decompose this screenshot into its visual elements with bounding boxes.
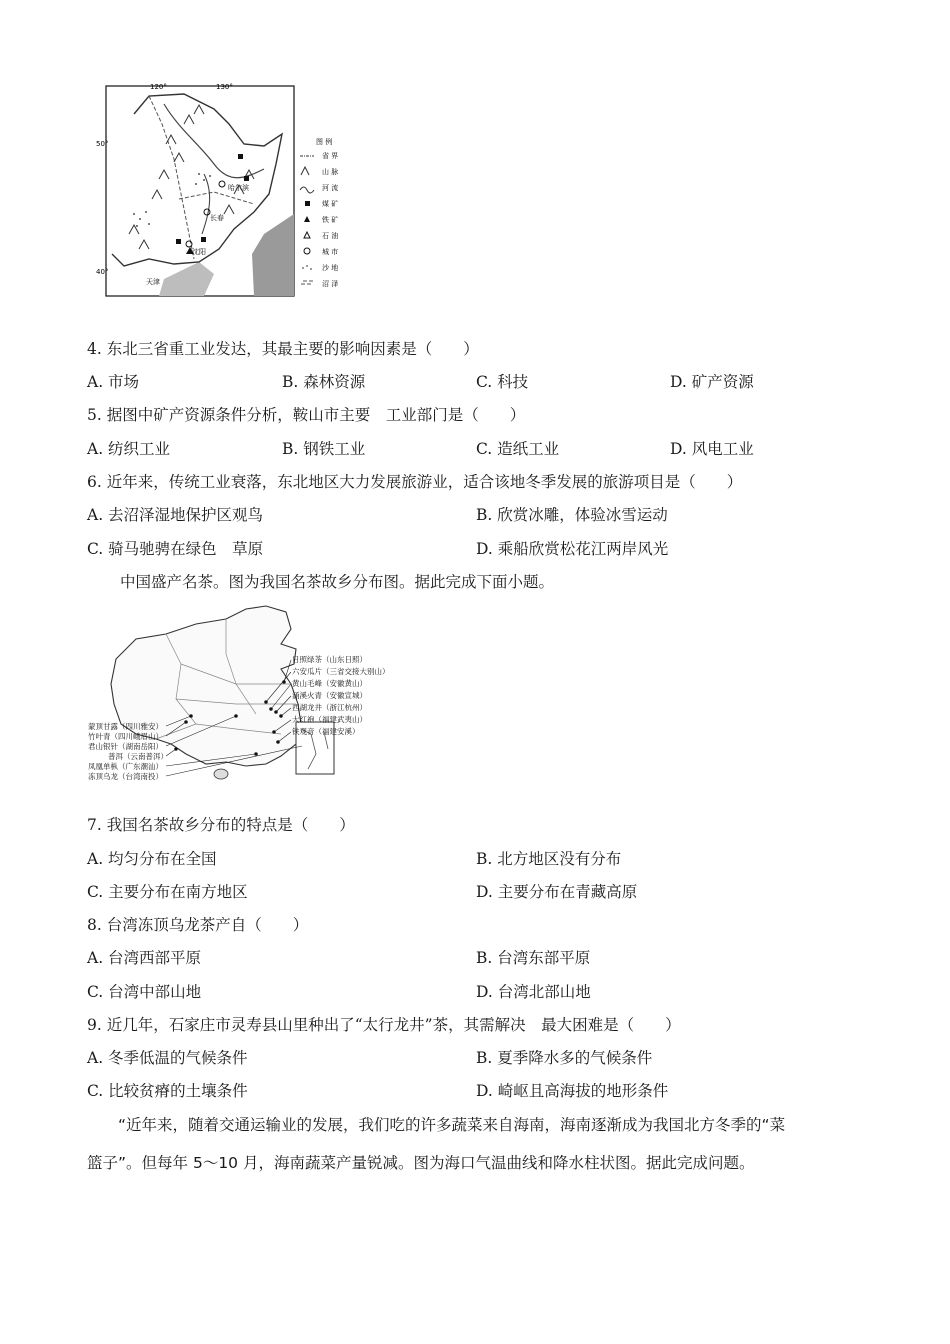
tea-label: 凤凰单枞（广东潮汕） [88, 762, 163, 771]
tea-label: 西湖龙井（浙江杭州） [292, 703, 367, 712]
sand-icon [302, 265, 312, 270]
iron-icon [304, 216, 310, 222]
question-9-option-b[interactable]: B. 夏季降水多的气候条件 [476, 1049, 653, 1067]
tea-label: 蒙顶甘露（四川雅安） [88, 722, 163, 731]
legend-item: 石 油 [322, 232, 339, 240]
northeast-china-map [96, 83, 374, 299]
legend-item: 煤 矿 [322, 200, 339, 208]
city-label: 哈尔滨 [228, 184, 249, 192]
question-6-option-c[interactable]: C. 骑马驰骋在绿色 草原 [87, 540, 264, 558]
tea-label: 铁观音（福建安溪） [292, 727, 360, 736]
tea-label: 冻顶乌龙（台湾南投） [88, 772, 163, 781]
tea-label: 涌溪火青（安徽宣城） [292, 691, 367, 700]
question-7-option-d[interactable]: D. 主要分布在青藏高原 [476, 883, 638, 901]
legend-item: 沼 泽 [322, 280, 339, 288]
tea-label: 竹叶青（四川峨眉山） [88, 732, 163, 741]
map-legend [300, 137, 338, 288]
hainan-island [214, 769, 228, 779]
question-9-stem: 9. 近几年，石家庄市灵寿县山里种出了“太行龙井”茶，其需解决 最大困难是（ ） [87, 1016, 681, 1034]
tea-label: 六安瓜片（三省交接大别山） [292, 667, 390, 676]
question-5-option-a[interactable]: A. 纺织工业 [87, 440, 171, 458]
question-6-option-b[interactable]: B. 欣赏冰雕，体验冰雪运动 [476, 506, 668, 524]
oil-icon [304, 232, 310, 238]
tea-label: 日照绿茶（山东日照） [292, 655, 367, 664]
latitude-label: 40° [96, 268, 109, 276]
china-tea-map [86, 604, 396, 784]
question-4-option-b[interactable]: B. 森林资源 [282, 373, 366, 391]
question-8-stem: 8. 台湾冻顶乌龙茶产自（ ） [87, 916, 309, 934]
longitude-label: 130° [216, 83, 233, 91]
legend-item: 城 市 [322, 248, 339, 256]
hainan-intro-line-1: “近年来，随着交通运输业的发展，我们吃的许多蔬菜来自海南，海南逐渐成为我国北方冬季的“菜 [118, 1116, 786, 1134]
city-label: 天津 [146, 278, 160, 286]
legend-item: 铁 矿 [322, 216, 339, 224]
question-5-option-d[interactable]: D. 风电工业 [670, 440, 754, 458]
question-9-option-d[interactable]: D. 崎岖且高海拔的地形条件 [476, 1082, 669, 1100]
mountain-icon [301, 167, 309, 175]
coal-icon [305, 201, 310, 206]
legend-item: 省 界 [322, 152, 339, 160]
question-8-option-d[interactable]: D. 台湾北部山地 [476, 983, 591, 1001]
tea-intro-text: 中国盛产名茶。图为我国名茶故乡分布图。据此完成下面小题。 [120, 573, 555, 591]
question-6-option-d[interactable]: D. 乘船欣赏松花江两岸风光 [476, 540, 669, 558]
tea-label: 黄山毛峰（安徽黄山） [292, 679, 367, 688]
question-8-option-a[interactable]: A. 台湾西部平原 [87, 949, 202, 967]
city-label: 沈阳 [192, 248, 206, 256]
coal-symbol [201, 237, 206, 242]
tea-label: 普洱（云南普洱） [108, 752, 168, 761]
question-7-option-c[interactable]: C. 主要分布在南方地区 [87, 883, 248, 901]
question-7-stem: 7. 我国名茶故乡分布的特点是（ ） [87, 816, 355, 834]
longitude-label: 120° [150, 83, 167, 91]
question-4-stem: 4. 东北三省重工业发达，其最主要的影响因素是（ ） [87, 340, 479, 358]
swamp-icon [301, 281, 313, 284]
legend-item: 沙 地 [322, 264, 339, 272]
question-4-option-c[interactable]: C. 科技 [476, 373, 529, 391]
question-8-option-b[interactable]: B. 台湾东部平原 [476, 949, 591, 967]
hainan-intro-line-2: 篮子”。但每年 5～10 月，海南蔬菜产量锐减。图为海口气温曲线和降水柱状图。据此完成问题。 [87, 1154, 755, 1172]
question-4-option-d[interactable]: D. 矿产资源 [670, 373, 754, 391]
city-icon [304, 248, 310, 254]
question-6-option-a[interactable]: A. 去沼泽湿地保护区观鸟 [87, 506, 264, 524]
question-8-option-c[interactable]: C. 台湾中部山地 [87, 983, 202, 1001]
coal-symbol [238, 154, 243, 159]
tea-label: 君山银针（湖南岳阳） [88, 742, 163, 751]
question-9-option-c[interactable]: C. 比较贫瘠的土壤条件 [87, 1082, 248, 1100]
question-6-stem: 6. 近年来，传统工业衰落，东北地区大力发展旅游业，适合该地冬季发展的旅游项目是（ ） [87, 473, 743, 491]
question-5-option-c[interactable]: C. 造纸工业 [476, 440, 560, 458]
city-label: 长春 [210, 214, 224, 222]
question-9-option-a[interactable]: A. 冬季低温的气候条件 [87, 1049, 248, 1067]
legend-title: 图 例 [316, 138, 333, 146]
question-7-option-b[interactable]: B. 北方地区没有分布 [476, 850, 622, 868]
tea-label: 大红袍（福建武夷山） [292, 715, 367, 724]
river-icon [300, 187, 314, 193]
coal-symbol [176, 239, 181, 244]
latitude-label: 50° [96, 140, 109, 148]
question-7-option-a[interactable]: A. 均匀分布在全国 [87, 850, 217, 868]
legend-item: 河 流 [322, 184, 339, 192]
question-5-option-b[interactable]: B. 钢铁工业 [282, 440, 366, 458]
coal-symbol [244, 176, 249, 181]
legend-item: 山 脉 [322, 168, 339, 176]
question-4-option-a[interactable]: A. 市场 [87, 373, 140, 391]
question-5-stem: 5. 据图中矿产资源条件分析，鞍山市主要 工业部门是（ ） [87, 406, 526, 424]
